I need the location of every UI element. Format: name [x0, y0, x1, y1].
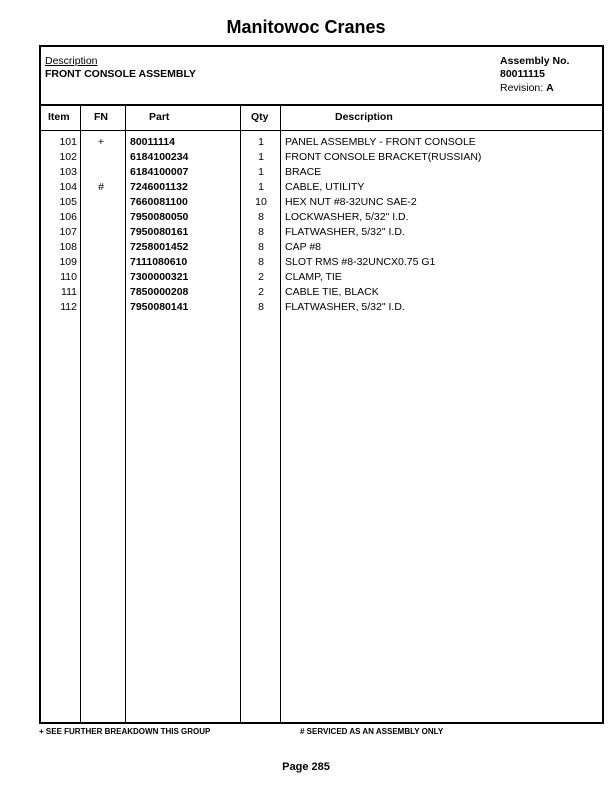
table-row [41, 180, 602, 195]
table-row [41, 255, 602, 270]
row-part-number: 7258001452 [130, 241, 189, 253]
row-description: PANEL ASSEMBLY - FRONT CONSOLE [285, 136, 476, 148]
row-part-number: 7660081100 [130, 196, 188, 208]
row-description: HEX NUT #8-32UNC SAE-2 [285, 196, 417, 208]
row-qty: 8 [258, 256, 264, 268]
row-qty: 10 [255, 196, 267, 208]
row-item: 101 [59, 136, 77, 148]
row-item: 106 [59, 211, 77, 223]
row-part-number: 7950080141 [130, 301, 189, 313]
assembly-number: 80011115 [500, 68, 545, 80]
row-description: BRACE [285, 166, 322, 178]
row-qty: 2 [258, 286, 264, 298]
row-item: 112 [60, 301, 77, 313]
row-part-number: 6184100007 [130, 166, 189, 178]
row-qty: 1 [258, 166, 264, 178]
revision-value: A [546, 82, 554, 94]
row-description: FLATWASHER, 5/32" I.D. [285, 226, 405, 238]
column-header-fn: FN [94, 111, 108, 123]
parts-table-frame [39, 45, 604, 724]
table-row [41, 270, 602, 285]
row-description: FRONT CONSOLE BRACKET(RUSSIAN) [285, 151, 482, 163]
row-item: 108 [59, 241, 77, 253]
row-item: 107 [59, 226, 77, 238]
row-qty: 2 [258, 271, 264, 283]
row-qty: 1 [258, 136, 264, 148]
row-qty: 8 [258, 301, 264, 313]
row-part-number: 7246001132 [130, 181, 188, 193]
column-header-item: Item [48, 111, 70, 123]
row-part-number: 7300000321 [130, 271, 189, 283]
row-description: FLATWASHER, 5/32" I.D. [285, 301, 405, 313]
row-item: 109 [59, 256, 77, 268]
table-row [41, 240, 602, 255]
table-row [41, 210, 602, 225]
table-row [41, 150, 602, 165]
row-qty: 8 [258, 241, 264, 253]
description-label: Description [45, 55, 98, 67]
assembly-label: Assembly No. [500, 55, 570, 67]
row-part-number: 80011114 [130, 136, 175, 148]
row-description: CLAMP, TIE [285, 271, 342, 283]
table-row [41, 300, 602, 315]
revision-label: Revision: [500, 82, 544, 94]
page-title: Manitowoc Cranes [226, 17, 386, 37]
row-description: CAP #8 [285, 241, 321, 253]
row-fn: + [97, 136, 105, 148]
row-part-number: 6184100234 [130, 151, 189, 163]
row-fn: # [98, 181, 104, 193]
table-row [41, 165, 602, 180]
column-header-qty: Qty [251, 111, 269, 123]
footnote-breakdown: + SEE FURTHER BREAKDOWN THIS GROUP [39, 727, 211, 736]
footnote-serviced: # SERVICED AS AN ASSEMBLY ONLY [300, 727, 444, 736]
row-part-number: 7111080610 [130, 256, 188, 268]
table-row [41, 285, 602, 300]
row-item: 105 [59, 196, 77, 208]
row-part-number: 7850000208 [130, 286, 189, 298]
column-header-part: Part [149, 111, 170, 123]
row-item: 102 [59, 151, 77, 163]
row-description: CABLE, UTILITY [285, 181, 365, 193]
table-row [41, 225, 602, 240]
description-value: FRONT CONSOLE ASSEMBLY [45, 68, 196, 80]
row-qty: 8 [258, 211, 264, 223]
revision [500, 82, 554, 94]
row-item: 110 [60, 271, 77, 283]
page-number: Page 285 [282, 761, 330, 773]
row-qty: 8 [258, 226, 264, 238]
row-qty: 1 [258, 181, 264, 193]
row-item: 111 [61, 286, 77, 298]
row-item: 103 [59, 166, 77, 178]
row-description: SLOT RMS #8-32UNCX0.75 G1 [285, 256, 436, 268]
table-row [41, 195, 602, 210]
row-qty: 1 [258, 151, 264, 163]
row-item: 104 [59, 181, 77, 193]
row-description: CABLE TIE, BLACK [285, 286, 379, 298]
column-header-description: Description [335, 111, 393, 123]
parts-list [41, 135, 602, 315]
row-part-number: 7950080050 [130, 211, 189, 223]
table-row [41, 135, 602, 150]
row-description: LOCKWASHER, 5/32" I.D. [285, 211, 409, 223]
row-part-number: 7950080161 [130, 226, 189, 238]
